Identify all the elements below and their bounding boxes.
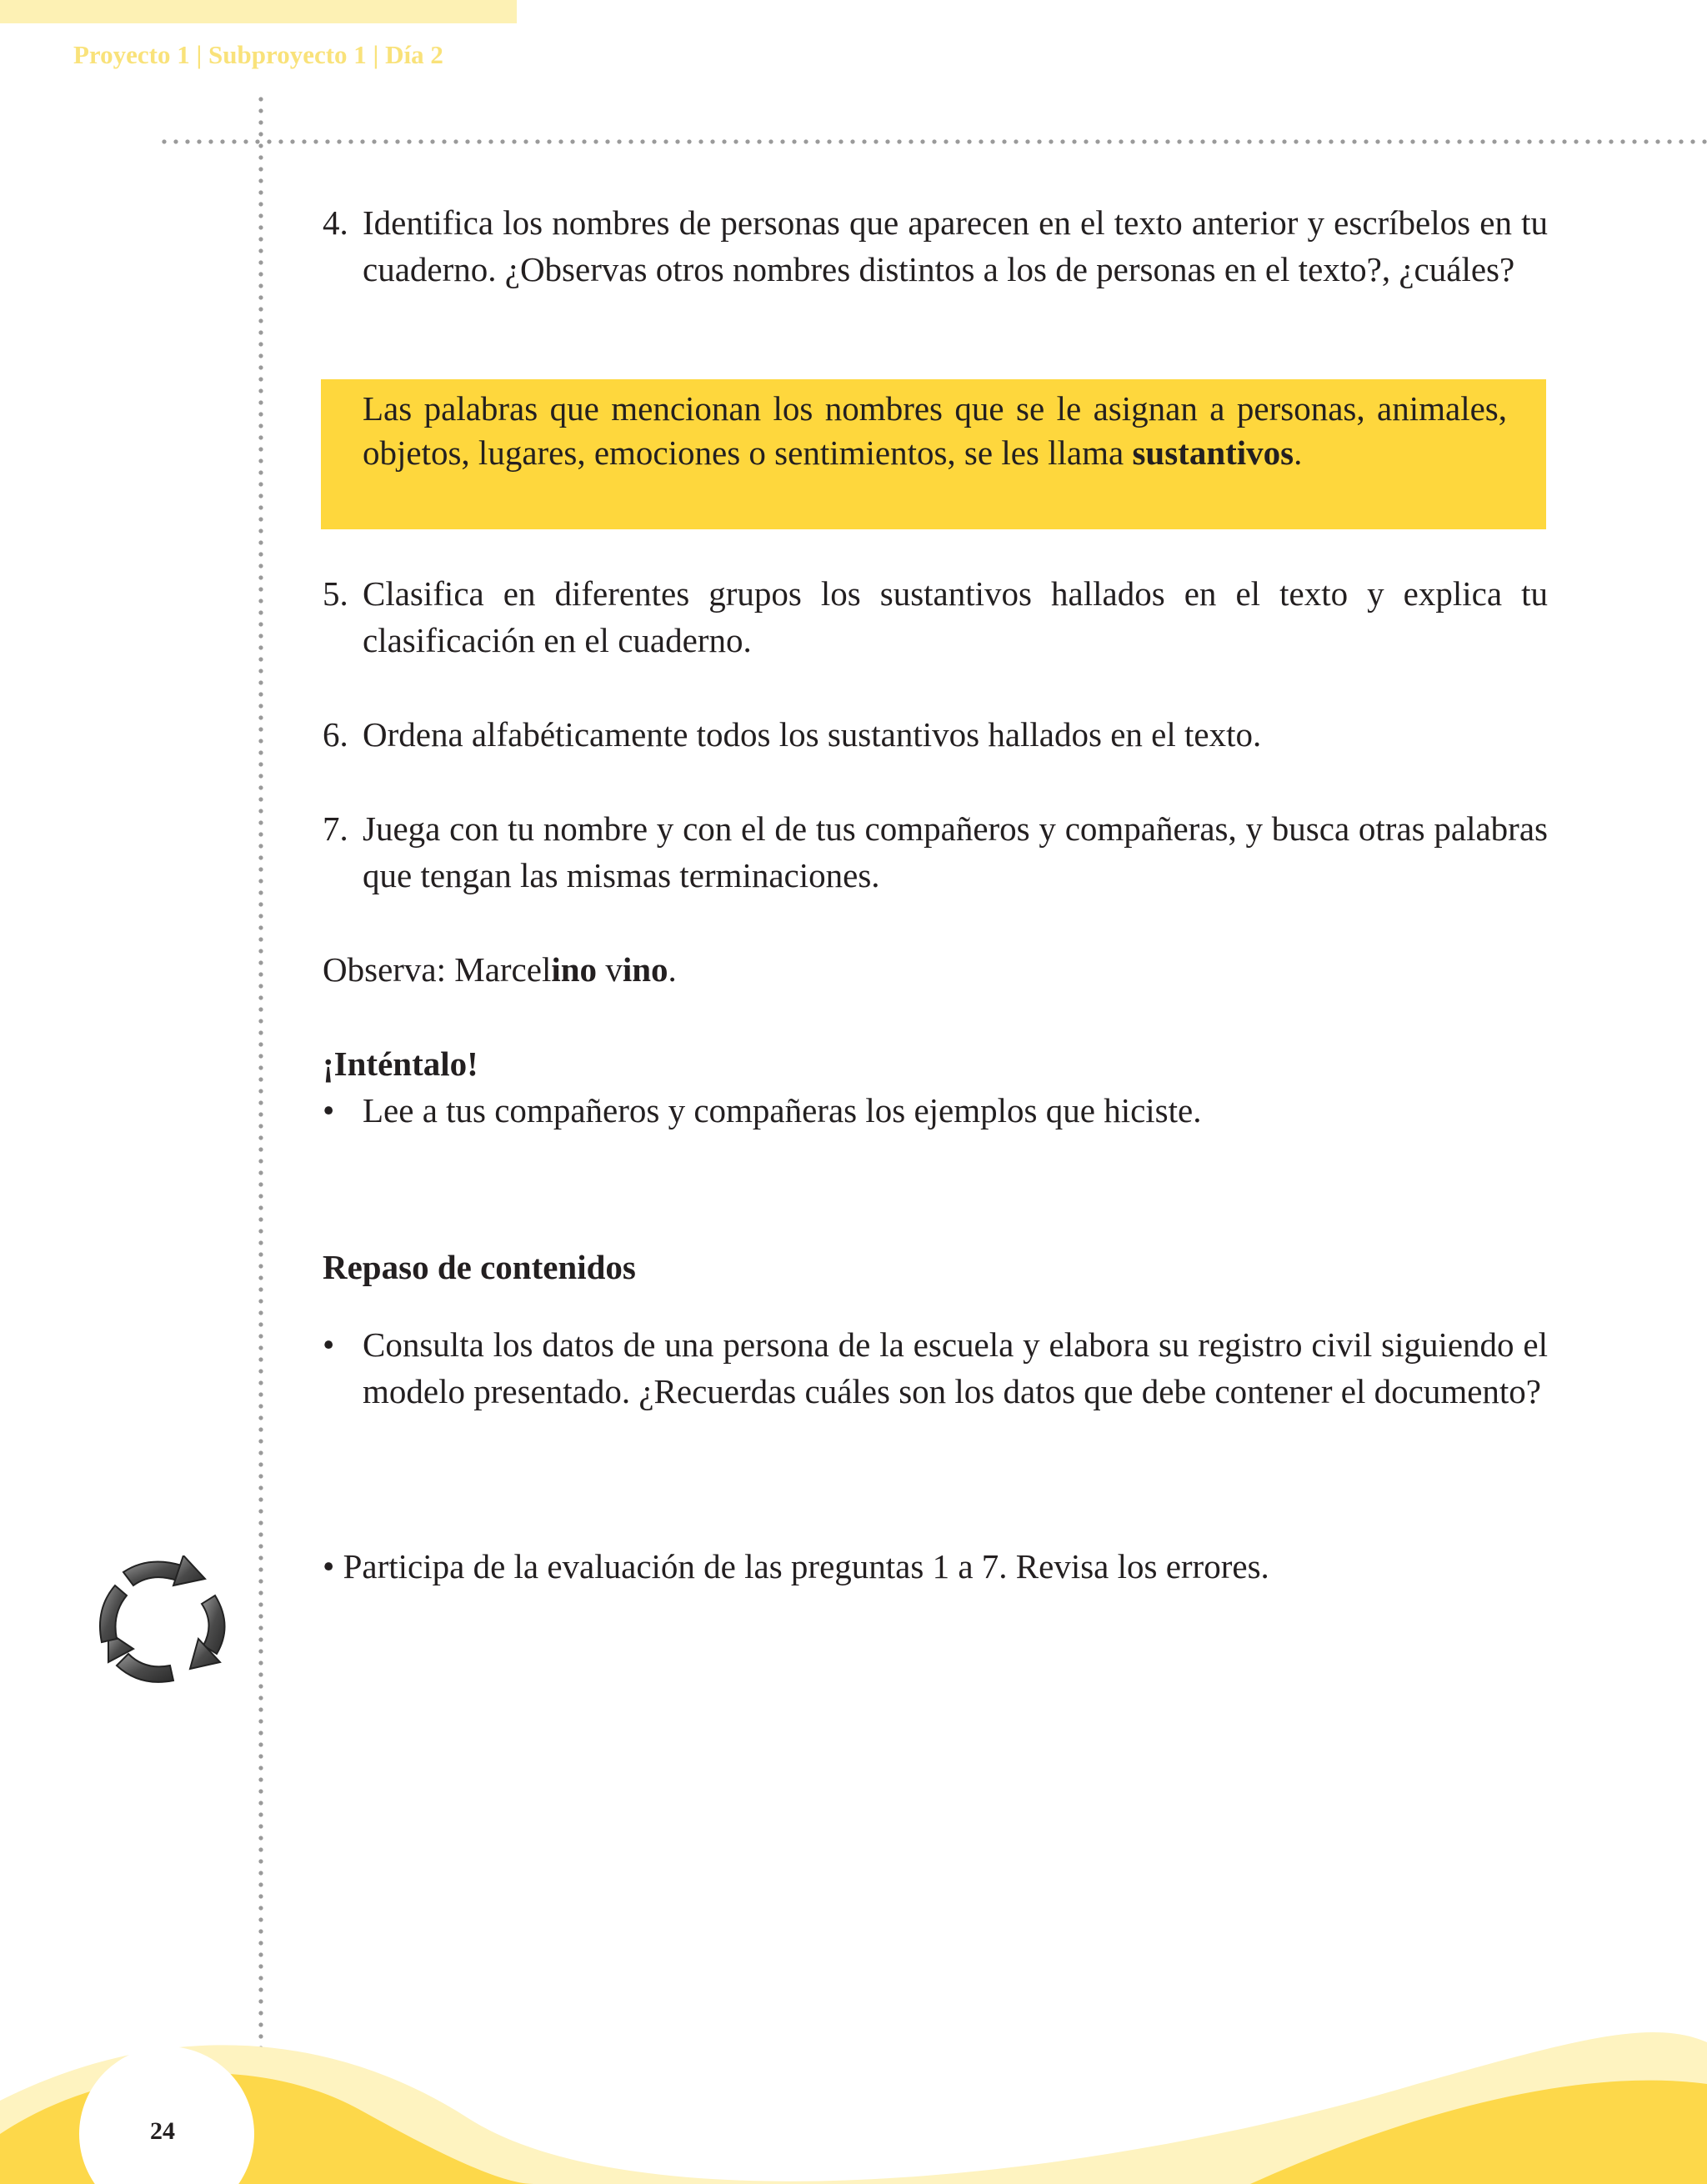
exercise-number: 6.: [323, 715, 348, 754]
intentalo-heading: ¡Inténtalo!: [323, 1044, 478, 1083]
footer-wave-decoration: [0, 1984, 1707, 2184]
bullet: •: [323, 1091, 335, 1130]
header-breadcrumb: Proyecto 1 | Subproyecto 1 | Día 2: [73, 40, 443, 69]
exercise-text: Identifica los nombres de personas que aparecen en el texto anterior y escríbelos en tu cuaderno. ¿Observas otros nombres distintos a los de personas en el texto?, ¿cuáles?: [363, 203, 1548, 288]
page-number: 24: [150, 2117, 175, 2145]
exercise-number: 7.: [323, 809, 348, 848]
evaluacion-text: • Participa de la evaluación de las preguntas 1 a 7. Revisa los errores.: [323, 1547, 1269, 1585]
exercise-text: Ordena alfabéticamente todos los sustantivos hallados en el texto.: [363, 715, 1262, 754]
bullet: •: [323, 1325, 335, 1364]
horizontal-dotted-divider: [158, 139, 1707, 144]
recycle-arrows-icon: [90, 1555, 240, 1689]
exercise-4: [323, 199, 1548, 293]
vertical-dotted-divider: [258, 93, 263, 2052]
definition-term: sustantivos: [1132, 433, 1294, 472]
definition-box: [321, 379, 1546, 529]
definition-text: Las palabras que mencionan los nombres que se le asignan a personas, animales, objetos, lugares, emociones o sentimientos, se les llama sustantivos.: [363, 389, 1507, 472]
exercise-text: Juega con tu nombre y con el de tus compañeros y compañeras, y busca otras palabras que tengan las mismas terminaciones.: [363, 809, 1548, 894]
bullet-text: Lee a tus compañeros y compañeras los ejemplos que hiciste.: [363, 1091, 1202, 1130]
repaso-bullet-item: [323, 1321, 1548, 1415]
repaso-heading: Repaso de contenidos: [323, 1248, 636, 1286]
observa-example: Observa: Marcelino vino.: [323, 950, 677, 989]
exercise-5: [323, 570, 1548, 664]
exercise-7: [323, 805, 1548, 899]
exercise-text: Clasifica en diferentes grupos los sustantivos hallados en el texto y explica tu clasificación en el cuaderno.: [363, 574, 1548, 659]
exercise-6: [323, 711, 1548, 758]
header-top-bar: [0, 0, 517, 23]
exercise-number: 4.: [323, 203, 348, 242]
intentalo-bullet-item: [323, 1087, 1548, 1134]
exercise-number: 5.: [323, 574, 348, 613]
bullet-text: Consulta los datos de una persona de la escuela y elabora su registro civil siguiendo el modelo presentado. ¿Recuerdas cuáles son los datos que debe contener el documento?: [363, 1325, 1548, 1410]
